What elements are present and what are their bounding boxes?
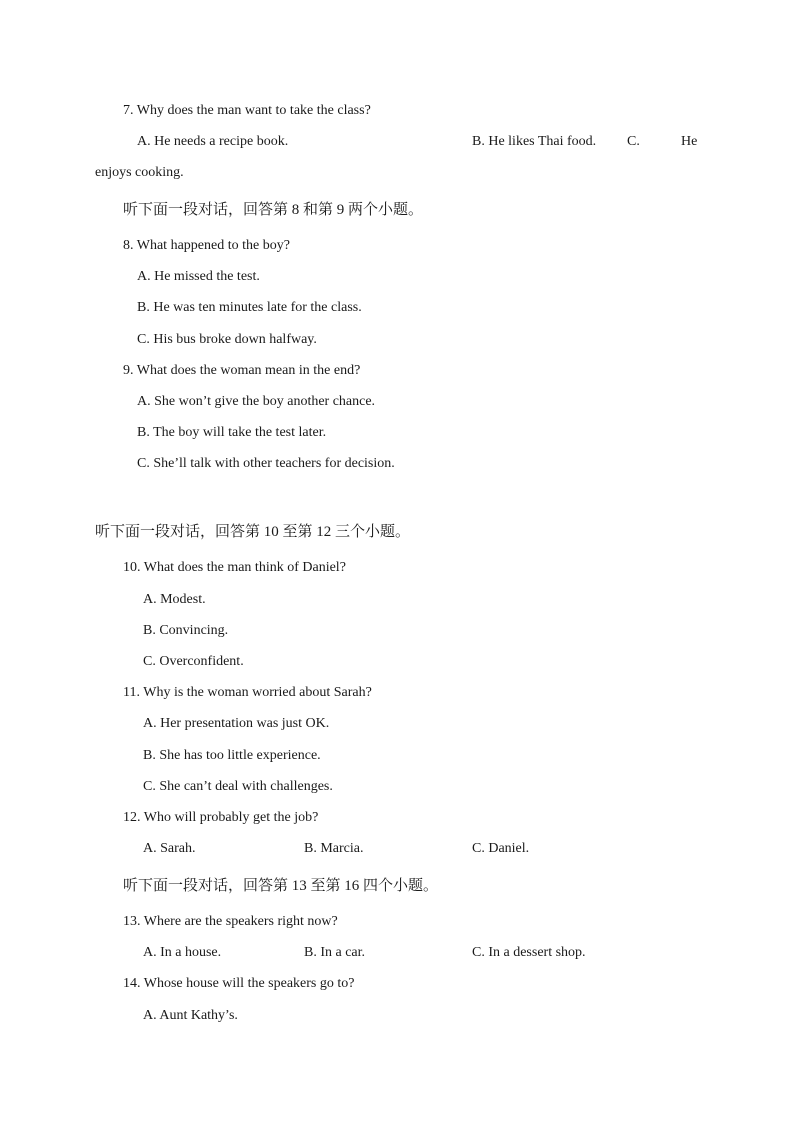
question-7-option-b: B. He likes Thai food. (472, 134, 597, 149)
question-14-option-a: A. Aunt Kathy’s. (143, 1008, 238, 1023)
question-13-option-a: A. In a house. (143, 945, 222, 960)
question-12-option-b: B. Marcia. (304, 841, 364, 856)
question-7-option-c-text: He (681, 134, 698, 149)
question-10-option-a: A. Modest. (143, 592, 206, 607)
question-13-option-b: B. In a car. (304, 945, 366, 960)
question-9-stem: 9. What does the woman mean in the end? (123, 363, 361, 378)
question-10-option-c: C. Overconfident. (143, 654, 244, 669)
question-9-option-c: C. She’ll talk with other teachers for decision. (137, 456, 395, 471)
question-11-option-b: B. She has too little experience. (143, 748, 321, 763)
question-13-stem: 13. Where are the speakers right now? (123, 914, 338, 929)
question-13-option-c: C. In a dessert shop. (472, 945, 586, 960)
section-heading-13-16: 听下面一段对话，回答第 13 至第 16 四个小题。 (123, 878, 439, 894)
question-11-option-c: C. She can’t deal with challenges. (143, 779, 333, 794)
question-14-stem: 14. Whose house will the speakers go to? (123, 976, 355, 991)
question-9-option-a: A. She won’t give the boy another chance. (137, 394, 376, 409)
question-10-option-b: B. Convincing. (143, 623, 229, 638)
question-8-stem: 8. What happened to the boy? (123, 238, 290, 253)
question-8-option-a: A. He missed the test. (137, 269, 260, 284)
question-7-stem: 7. Why does the man want to take the class? (123, 103, 371, 118)
question-12-option-c: C. Daniel. (472, 841, 530, 856)
question-8-option-b: B. He was ten minutes late for the class. (137, 300, 362, 315)
question-11-stem: 11. Why is the woman worried about Sarah? (123, 685, 372, 700)
question-7-option-c-continued: enjoys cooking. (95, 165, 184, 180)
question-11-option-a: A. Her presentation was just OK. (143, 716, 330, 731)
question-7-option-c-label: C. (627, 134, 640, 149)
section-heading-8-9: 听下面一段对话，回答第 8 和第 9 两个小题。 (123, 202, 424, 218)
question-7-option-a: A. He needs a recipe book. (137, 134, 289, 149)
section-heading-10-12: 听下面一段对话，回答第 10 至第 12 三个小题。 (95, 524, 411, 540)
question-12-option-a: A. Sarah. (143, 841, 196, 856)
question-10-stem: 10. What does the man think of Daniel? (123, 560, 346, 575)
question-12-stem: 12. Who will probably get the job? (123, 810, 319, 825)
question-8-option-c: C. His bus broke down halfway. (137, 332, 317, 347)
question-9-option-b: B. The boy will take the test later. (137, 425, 327, 440)
